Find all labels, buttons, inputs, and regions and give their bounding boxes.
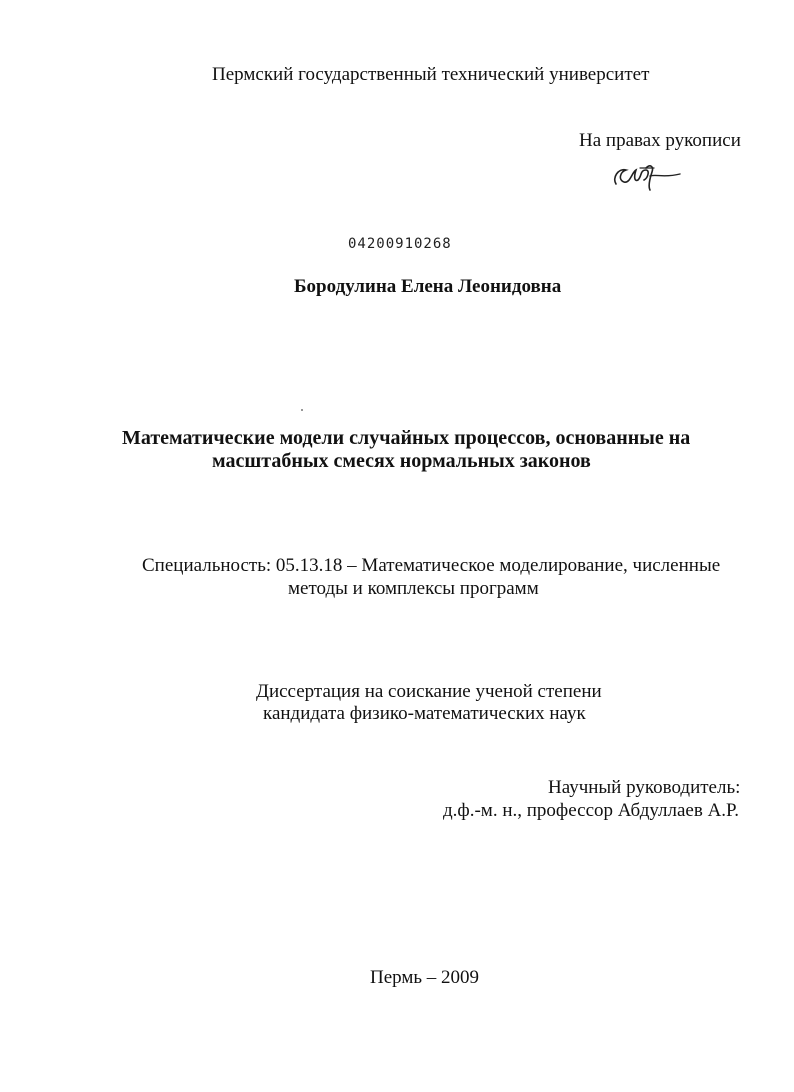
handwritten-signature-icon: [610, 158, 682, 192]
supervisor-label: Научный руководитель:: [548, 777, 741, 798]
degree-line-1: Диссертация на соискание ученой степени: [256, 681, 602, 702]
rights-notice: На правах рукописи: [579, 130, 741, 151]
title-line-2: масштабных смесях нормальных законов: [212, 450, 591, 472]
author-name: Бородулина Елена Леонидовна: [294, 276, 562, 297]
degree-line-2: кандидата физико-математических наук: [263, 703, 586, 724]
catalog-number: 04200910268: [348, 236, 452, 252]
scan-speck: [301, 409, 303, 411]
specialty-line-1: Специальность: 05.13.18 – Математическое моделирование, численные: [142, 555, 721, 576]
specialty-line-2: методы и комплексы программ: [288, 578, 539, 599]
institution-name: Пермский государственный технический университет: [212, 64, 650, 85]
title-line-1: Математические модели случайных процессов, основанные на: [122, 427, 691, 449]
place-year: Пермь – 2009: [370, 967, 480, 988]
supervisor-name: д.ф.-м. н., профессор Абдуллаев А.Р.: [443, 800, 739, 821]
